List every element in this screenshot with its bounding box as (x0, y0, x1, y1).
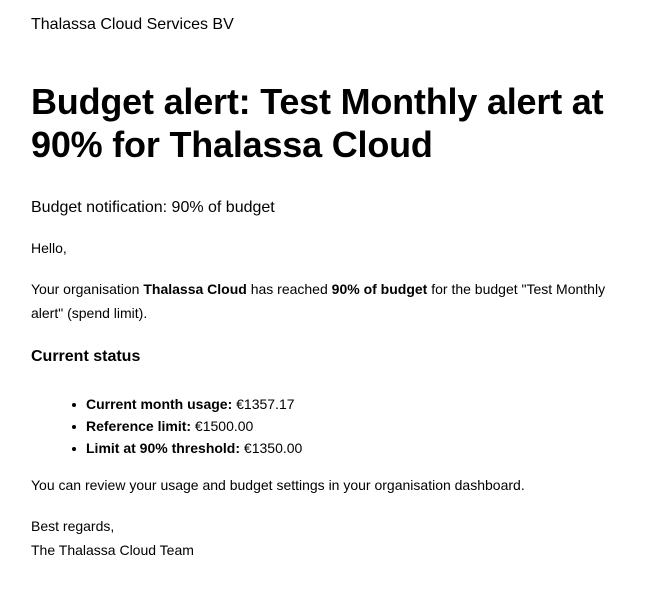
status-label: Limit at 90% threshold: (86, 440, 241, 456)
greeting: Hello, (31, 240, 67, 256)
status-value: €1357.17 (232, 396, 295, 412)
intro-suffix: for the budget "Test Monthly alert" (spend limit). (31, 281, 606, 321)
org-name: Thalassa Cloud (143, 281, 247, 297)
status-list (31, 394, 302, 460)
status-label: Current month usage: (86, 396, 233, 412)
closing: Best regards, (31, 518, 115, 534)
intro-paragraph (31, 277, 631, 325)
status-item-threshold-limit (86, 438, 302, 460)
email-subtitle: Budget notification: 90% of budget (31, 199, 275, 216)
status-value: €1350.00 (240, 440, 303, 456)
threshold-text: 90% of budget (331, 281, 428, 297)
signature: The Thalassa Cloud Team (31, 542, 194, 558)
status-label: Reference limit: (86, 418, 192, 434)
status-item-reference-limit (86, 416, 302, 438)
review-text: You can review your usage and budget settings in your organisation dashboard. (31, 477, 525, 493)
status-heading: Current status (31, 348, 141, 365)
status-value: €1500.00 (191, 418, 254, 434)
company-name: Thalassa Cloud Services BV (31, 16, 234, 33)
intro-middle: has reached (246, 281, 332, 297)
status-item-usage (86, 394, 302, 416)
signoff (31, 514, 194, 562)
email-title: Budget alert: Test Monthly alert at 90% for Thalassa Cloud (31, 81, 604, 165)
intro-prefix: Your organisation (31, 281, 144, 297)
